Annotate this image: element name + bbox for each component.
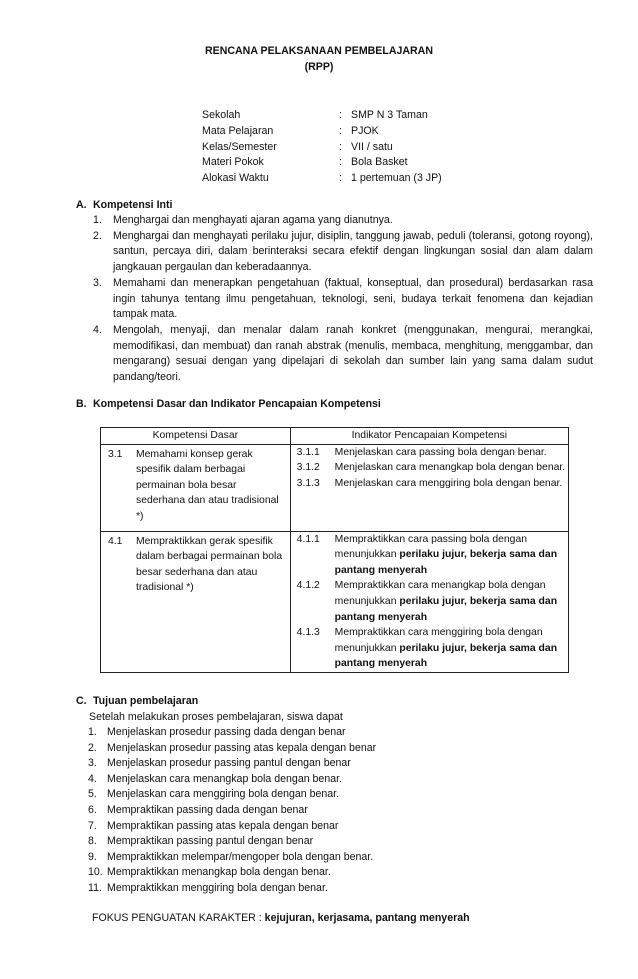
list-item <box>93 323 593 386</box>
list-number: 8. <box>88 835 97 848</box>
indicator-number: 4.1.1 <box>296 533 320 545</box>
table-row <box>101 531 569 672</box>
section-letter: C. <box>76 695 87 707</box>
info-row <box>202 124 442 140</box>
indicator-text: Menjelaskan cara menangkap bola dengan benar. <box>334 462 566 474</box>
competency-table <box>100 427 569 673</box>
info-row <box>202 171 442 187</box>
list-text: Mempraktikkan menggiring bola dengan benar. <box>107 881 328 894</box>
list-text: Menjelaskan prosedur passing dada dengan benar <box>107 726 346 738</box>
list-number: 6. <box>88 803 97 816</box>
info-colon: : <box>339 172 342 185</box>
list-item <box>93 276 593 323</box>
indicator-number: 3.1.3 <box>296 477 320 489</box>
list-number: 9. <box>88 850 97 863</box>
info-label: Materi Pokok <box>202 156 264 169</box>
table-header-row <box>101 428 569 445</box>
list-number: 10. <box>88 866 103 879</box>
list-item <box>88 881 588 897</box>
kd-number: 3.1 <box>108 448 123 460</box>
indicator-text: Menjelaskan cara passing bola dengan benar. <box>334 446 547 458</box>
list-item <box>88 725 588 741</box>
focus-label: FOKUS PENGUATAN KARAKTER : <box>92 912 265 924</box>
list-number: 3. <box>93 276 102 289</box>
section-title: Kompetensi Inti <box>93 199 173 211</box>
info-value: 1 pertemuan (3 JP) <box>351 172 442 185</box>
section-a-heading <box>76 198 172 214</box>
kd-cell <box>101 531 291 672</box>
list-number: 4. <box>93 323 102 336</box>
indicator-number: 3.1.2 <box>296 462 320 474</box>
list-text: Mempraktikkan melempar/mengoper bola dengan benar. <box>107 850 374 863</box>
info-row <box>202 108 442 124</box>
info-colon: : <box>339 156 342 169</box>
list-text: Menjelaskan cara menangkap bola dengan benar. <box>107 772 342 785</box>
list-item <box>88 803 588 819</box>
indicator-bold-text: perilaku jujur, bekerja sama dan pantang menyerah <box>334 595 558 623</box>
list-text: Mengolah, menyaji, dan menalar dalam ranah konkret (menggunakan, mengurai, merangkai, memodifikasi, dan membuat) dan ranah abstrak (menulis, membaca, menghitung, menggambar, dan mengarang) sesuai dengan yang dipelajari di sekolah dan sumber lain yang sama dalam sudut pandang/teori. <box>113 323 593 384</box>
list-number: 11. <box>88 881 102 894</box>
list-text: Menjelaskan prosedur passing pantul dengan benar <box>107 757 351 770</box>
info-block <box>202 108 442 187</box>
tujuan-list <box>88 725 588 897</box>
list-item <box>88 834 588 850</box>
info-value: Bola Basket <box>351 156 408 169</box>
list-text: Memahami dan menerapkan pengetahuan (faktual, konseptual, dan prosedural) berdasarkan rasa ingin tahunya tentang ilmu pengetahuan, teknologi, seni, budaya terkait fenomena dan kejadian tampak mata. <box>113 276 593 321</box>
list-number: 1. <box>93 214 102 226</box>
list-number: 1. <box>88 726 97 738</box>
list-number: 7. <box>88 819 97 832</box>
info-label: Mata Pelajaran <box>202 124 274 137</box>
section-c-intro: Setelah melakukan proses pembelajaran, siswa dapat <box>89 711 343 723</box>
list-item <box>93 213 593 229</box>
list-number: 5. <box>88 788 97 801</box>
info-value: SMP N 3 Taman <box>351 109 428 121</box>
list-text: Menjelaskan prosedur passing atas kepala dengan benar <box>107 741 377 754</box>
list-item <box>88 819 588 835</box>
section-letter: A. <box>76 199 87 211</box>
indicator-text: Mempraktikkan cara menggiring bola dengan menunjukkan <box>334 627 543 654</box>
list-text: Menjelaskan cara menggiring bola dengan benar. <box>107 788 340 801</box>
list-text: Menghargai dan menghayati perilaku jujur, disiplin, tanggung jawab, peduli (toleransi, gotong royong), santun, percaya diri, dalam berinteraksi secara efektif dengan lingkungan sosial dan alam dalam jangkauan pergaulan dan keberadaannya. <box>113 229 593 274</box>
kompetensi-inti-list <box>93 213 593 386</box>
section-title: Tujuan pembelajaran <box>93 695 199 707</box>
indicator-number: 4.1.2 <box>296 580 320 592</box>
section-c-heading <box>76 694 198 710</box>
list-text: Menghargai dan menghayati ajaran agama yang dianutnya. <box>113 214 393 226</box>
indicator-text: Mempraktikkan cara passing bola dengan menunjukkan <box>334 533 528 561</box>
info-label: Kelas/Semester <box>202 140 277 153</box>
document-subtitle: (RPP) <box>304 61 334 73</box>
list-text: Mempraktikan passing pantul dengan benar <box>107 835 314 848</box>
character-focus <box>92 911 470 927</box>
table-row <box>101 444 569 531</box>
list-item <box>93 229 593 276</box>
list-text: Mempraktikan passing atas kepala dengan benar <box>107 819 339 832</box>
info-row <box>202 140 442 156</box>
indicator-bold-text: perilaku jujur, bekerja sama dan pantang menyerah <box>334 549 558 576</box>
indicator-number: 3.1.1 <box>296 446 320 458</box>
list-text: Mempraktikan passing dada dengan benar <box>107 803 308 816</box>
section-letter: B. <box>76 398 87 410</box>
list-item <box>88 850 588 866</box>
info-colon: : <box>339 140 342 153</box>
list-item <box>88 772 588 788</box>
info-colon: : <box>339 109 342 121</box>
table-header-indicator: Indikator Pencapaian Kompetensi <box>290 428 568 445</box>
indicator-cell <box>290 444 568 531</box>
list-item <box>88 787 588 803</box>
info-label: Alokasi Waktu <box>202 172 269 185</box>
list-item <box>88 865 588 881</box>
indicator-item <box>291 476 568 492</box>
list-number: 2. <box>88 741 97 754</box>
indicator-item <box>291 445 568 461</box>
document-title: RENCANA PELAKSANAAN PEMBELAJARAN <box>205 45 433 57</box>
indicator-item <box>291 578 568 625</box>
focus-value: kejujuran, kerjasama, pantang menyerah <box>264 912 470 924</box>
kd-text: Memahami konsep gerak spesifik dalam berbagai permainan bola besar sederhana dan atau tradisional *) <box>136 448 279 522</box>
list-item <box>88 756 588 772</box>
section-title: Kompetensi Dasar dan Indikator Pencapaian Kompetensi <box>93 398 381 410</box>
indicator-item <box>291 532 568 579</box>
indicator-text: Mempraktikkan cara menangkap bola dengan menunjukkan <box>334 580 546 607</box>
info-label: Sekolah <box>202 109 241 121</box>
indicator-item <box>291 460 568 476</box>
list-number: 4. <box>88 772 97 785</box>
kd-cell <box>101 444 291 531</box>
list-text: Mempraktikkan menangkap bola dengan benar. <box>107 866 331 879</box>
list-number: 2. <box>93 229 102 242</box>
list-item <box>88 741 588 757</box>
table-header-kd: Kompetensi Dasar <box>101 428 291 445</box>
list-number: 3. <box>88 757 97 770</box>
info-value: VII / satu <box>351 140 393 153</box>
indicator-text: Menjelaskan cara menggiring bola dengan benar. <box>334 477 563 489</box>
kd-number: 4.1 <box>108 535 123 547</box>
indicator-number: 4.1.3 <box>296 627 320 639</box>
section-b-heading <box>76 397 381 413</box>
info-row <box>202 155 442 171</box>
info-colon: : <box>339 124 342 137</box>
indicator-bold-text: perilaku jujur, bekerja sama dan pantang menyerah <box>334 642 558 670</box>
indicator-item <box>291 625 568 672</box>
kd-text: Mempraktikkan gerak spesifik dalam berbagai permainan bola besar sederhana dan atau tradisional *) <box>136 535 283 594</box>
info-value: PJOK <box>351 124 379 137</box>
indicator-cell <box>290 531 568 672</box>
